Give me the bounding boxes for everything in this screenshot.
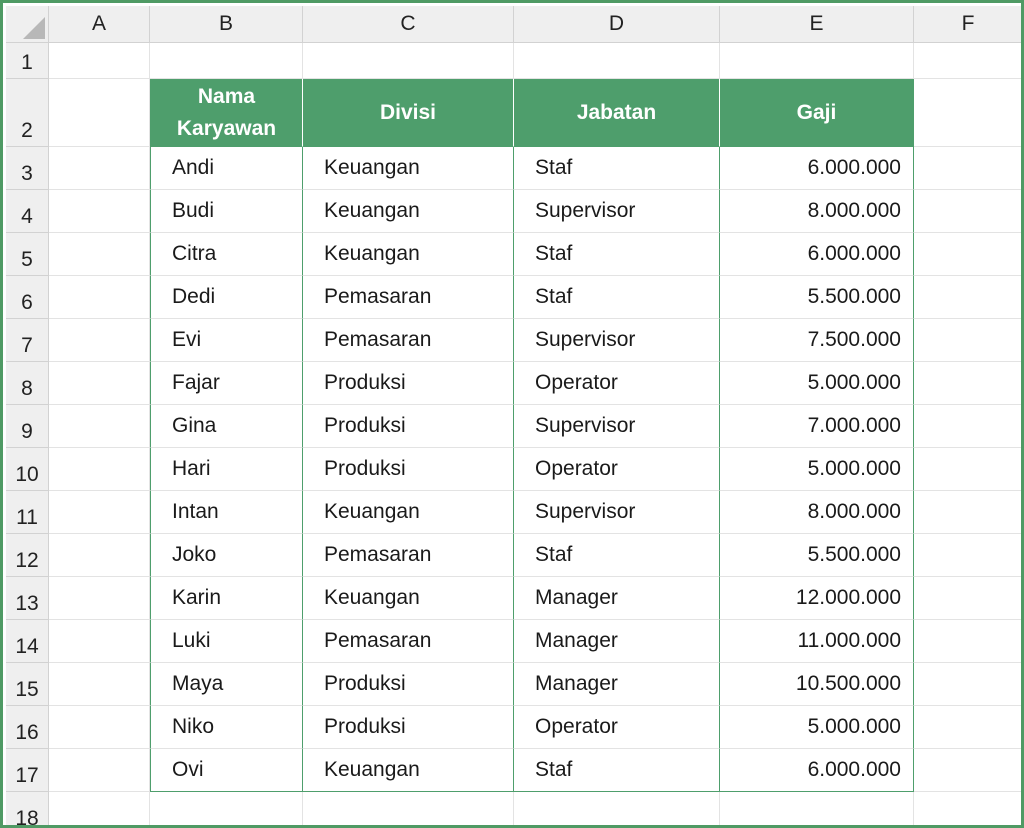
- cell-d12[interactable]: Staf: [514, 534, 720, 577]
- cell-a11[interactable]: [49, 491, 150, 534]
- row-header-10[interactable]: 10: [6, 448, 49, 491]
- cell-a18[interactable]: [49, 792, 150, 828]
- spreadsheet-grid: [6, 6, 1023, 828]
- cell-f8[interactable]: [914, 362, 1023, 405]
- cell-d4[interactable]: Supervisor: [514, 190, 720, 233]
- cell-e16[interactable]: 5.000.000: [720, 706, 914, 749]
- cell-c15[interactable]: Produksi: [303, 663, 514, 706]
- cell-b10[interactable]: Hari: [150, 448, 303, 491]
- cell-d13[interactable]: Manager: [514, 577, 720, 620]
- cell-b18[interactable]: [150, 792, 303, 828]
- cell-e10[interactable]: 5.000.000: [720, 448, 914, 491]
- cell-e12[interactable]: 5.500.000: [720, 534, 914, 577]
- column-header-e[interactable]: E: [720, 6, 914, 43]
- cell-b9[interactable]: Gina: [150, 405, 303, 448]
- cell-f9[interactable]: [914, 405, 1023, 448]
- cell-f15[interactable]: [914, 663, 1023, 706]
- row-header-12[interactable]: 12: [6, 534, 49, 577]
- cell-d5[interactable]: Staf: [514, 233, 720, 276]
- cell-c12[interactable]: Pemasaran: [303, 534, 514, 577]
- cell-c6[interactable]: Pemasaran: [303, 276, 514, 319]
- cell-d3[interactable]: Staf: [514, 147, 720, 190]
- column-header-d[interactable]: D: [514, 6, 720, 43]
- cell-b8[interactable]: Fajar: [150, 362, 303, 405]
- cell-b17[interactable]: Ovi: [150, 749, 303, 792]
- cell-c1[interactable]: [303, 43, 514, 79]
- cell-d15[interactable]: Manager: [514, 663, 720, 706]
- cell-d18[interactable]: [514, 792, 720, 828]
- cell-d9[interactable]: Supervisor: [514, 405, 720, 448]
- cell-c8[interactable]: Produksi: [303, 362, 514, 405]
- cell-d2[interactable]: Jabatan: [514, 79, 720, 147]
- cell-e14[interactable]: 11.000.000: [720, 620, 914, 663]
- cell-c14[interactable]: Pemasaran: [303, 620, 514, 663]
- cell-f13[interactable]: [914, 577, 1023, 620]
- cell-b13[interactable]: Karin: [150, 577, 303, 620]
- cell-f5[interactable]: [914, 233, 1023, 276]
- cell-a4[interactable]: [49, 190, 150, 233]
- cell-d16[interactable]: Operator: [514, 706, 720, 749]
- cell-f4[interactable]: [914, 190, 1023, 233]
- row-header-2[interactable]: 2: [6, 79, 49, 147]
- cell-a7[interactable]: [49, 319, 150, 362]
- row-header-8[interactable]: 8: [6, 362, 49, 405]
- cell-a12[interactable]: [49, 534, 150, 577]
- cell-e18[interactable]: [720, 792, 914, 828]
- cell-c10[interactable]: Produksi: [303, 448, 514, 491]
- cell-d1[interactable]: [514, 43, 720, 79]
- cell-c18[interactable]: [303, 792, 514, 828]
- cell-b1[interactable]: [150, 43, 303, 79]
- cell-a13[interactable]: [49, 577, 150, 620]
- cell-f11[interactable]: [914, 491, 1023, 534]
- cell-e3[interactable]: 6.000.000: [720, 147, 914, 190]
- cell-f18[interactable]: [914, 792, 1023, 828]
- cell-a16[interactable]: [49, 706, 150, 749]
- row-header-13[interactable]: 13: [6, 577, 49, 620]
- cell-b7[interactable]: Evi: [150, 319, 303, 362]
- column-header-c[interactable]: C: [303, 6, 514, 43]
- cell-e15[interactable]: 10.500.000: [720, 663, 914, 706]
- column-header-f[interactable]: F: [914, 6, 1023, 43]
- cell-e17[interactable]: 6.000.000: [720, 749, 914, 792]
- cell-d8[interactable]: Operator: [514, 362, 720, 405]
- cell-b15[interactable]: Maya: [150, 663, 303, 706]
- cell-c5[interactable]: Keuangan: [303, 233, 514, 276]
- cell-b6[interactable]: Dedi: [150, 276, 303, 319]
- cell-e13[interactable]: 12.000.000: [720, 577, 914, 620]
- cell-c3[interactable]: Keuangan: [303, 147, 514, 190]
- cell-f10[interactable]: [914, 448, 1023, 491]
- row-header-16[interactable]: 16: [6, 706, 49, 749]
- cell-b3[interactable]: Andi: [150, 147, 303, 190]
- cell-e1[interactable]: [720, 43, 914, 79]
- row-header-18[interactable]: 18: [6, 792, 49, 828]
- cell-f14[interactable]: [914, 620, 1023, 663]
- cell-a17[interactable]: [49, 749, 150, 792]
- cell-f2[interactable]: [914, 79, 1023, 147]
- cell-a9[interactable]: [49, 405, 150, 448]
- cell-e7[interactable]: 7.500.000: [720, 319, 914, 362]
- cell-c11[interactable]: Keuangan: [303, 491, 514, 534]
- cell-f1[interactable]: [914, 43, 1023, 79]
- cell-f7[interactable]: [914, 319, 1023, 362]
- cell-b2[interactable]: Nama Karyawan: [150, 79, 303, 147]
- cell-f17[interactable]: [914, 749, 1023, 792]
- cell-c16[interactable]: Produksi: [303, 706, 514, 749]
- row-header-17[interactable]: 17: [6, 749, 49, 792]
- row-header-1[interactable]: 1: [6, 43, 49, 79]
- cell-c17[interactable]: Keuangan: [303, 749, 514, 792]
- cell-a3[interactable]: [49, 147, 150, 190]
- row-header-6[interactable]: 6: [6, 276, 49, 319]
- cell-a6[interactable]: [49, 276, 150, 319]
- row-header-15[interactable]: 15: [6, 663, 49, 706]
- cell-c13[interactable]: Keuangan: [303, 577, 514, 620]
- column-header-b[interactable]: B: [150, 6, 303, 43]
- cell-c7[interactable]: Pemasaran: [303, 319, 514, 362]
- cell-f6[interactable]: [914, 276, 1023, 319]
- cell-b12[interactable]: Joko: [150, 534, 303, 577]
- cell-b11[interactable]: Intan: [150, 491, 303, 534]
- column-header-a[interactable]: A: [49, 6, 150, 43]
- cell-d6[interactable]: Staf: [514, 276, 720, 319]
- cell-f3[interactable]: [914, 147, 1023, 190]
- cell-e5[interactable]: 6.000.000: [720, 233, 914, 276]
- cell-b16[interactable]: Niko: [150, 706, 303, 749]
- cell-e4[interactable]: 8.000.000: [720, 190, 914, 233]
- row-header-3[interactable]: 3: [6, 147, 49, 190]
- cell-e9[interactable]: 7.000.000: [720, 405, 914, 448]
- cell-c2[interactable]: Divisi: [303, 79, 514, 147]
- cell-a15[interactable]: [49, 663, 150, 706]
- cell-e11[interactable]: 8.000.000: [720, 491, 914, 534]
- row-header-5[interactable]: 5: [6, 233, 49, 276]
- cell-d17[interactable]: Staf: [514, 749, 720, 792]
- cell-a5[interactable]: [49, 233, 150, 276]
- cell-d7[interactable]: Supervisor: [514, 319, 720, 362]
- cell-d14[interactable]: Manager: [514, 620, 720, 663]
- select-all-corner[interactable]: [6, 6, 49, 43]
- cell-a10[interactable]: [49, 448, 150, 491]
- row-header-9[interactable]: 9: [6, 405, 49, 448]
- cell-c4[interactable]: Keuangan: [303, 190, 514, 233]
- row-header-11[interactable]: 11: [6, 491, 49, 534]
- cell-a1[interactable]: [49, 43, 150, 79]
- cell-b4[interactable]: Budi: [150, 190, 303, 233]
- cell-e2[interactable]: Gaji: [720, 79, 914, 147]
- row-header-7[interactable]: 7: [6, 319, 49, 362]
- cell-c9[interactable]: Produksi: [303, 405, 514, 448]
- row-header-14[interactable]: 14: [6, 620, 49, 663]
- cell-e6[interactable]: 5.500.000: [720, 276, 914, 319]
- cell-a2[interactable]: [49, 79, 150, 147]
- cell-f12[interactable]: [914, 534, 1023, 577]
- cell-b14[interactable]: Luki: [150, 620, 303, 663]
- cell-e8[interactable]: 5.000.000: [720, 362, 914, 405]
- cell-a14[interactable]: [49, 620, 150, 663]
- cell-d11[interactable]: Supervisor: [514, 491, 720, 534]
- select-all-triangle-icon: [23, 17, 45, 39]
- row-header-4[interactable]: 4: [6, 190, 49, 233]
- cell-b5[interactable]: Citra: [150, 233, 303, 276]
- cell-d10[interactable]: Operator: [514, 448, 720, 491]
- cell-f16[interactable]: [914, 706, 1023, 749]
- cell-a8[interactable]: [49, 362, 150, 405]
